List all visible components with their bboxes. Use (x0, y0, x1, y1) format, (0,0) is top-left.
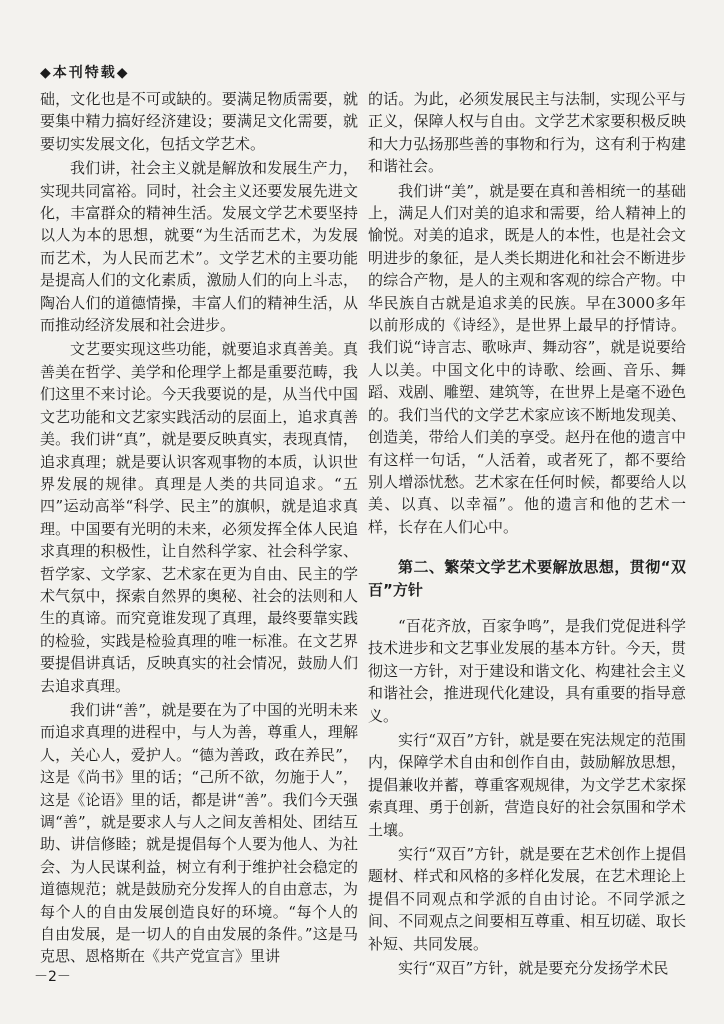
page-number: －2－ (34, 969, 71, 985)
paragraph: 我们讲“美”，就是要在真和善相统一的基础上，满足人们对美的追求和需要，给人精神上的愉悦。对美的追求，既是人的本性，也是社会文明进步的象征，是人类长期进化和社会不断进步的综合产物，是人的主观和客观的综合产物。中华民族自古就是追求美的民族。早在3000多年以前形成的《诗经》，是世界上最早的抒情诗。我们说“诗言志、歌咏声、舞动容”，就是说要给人以美。中国文化中的诗歌、绘画、音乐、舞蹈、戏剧、雕塑、建筑等，在世界上是毫不逊色的。我们当代的文学艺术家应该不断地发现美、创造美，带给人们美的享受。赵丹在他的遗言中有这样一句话，“人活着，或者死了，都不要给别人增添忧愁。艺术家在任何时候，都要给人以美、以真、以幸福”。他的遗言和他的艺术一样，长存在人们心中。 (368, 181, 686, 536)
paragraph: 实行“双百”方针，就是要在艺术创作上提倡题材、样式和风格的多样化发展，在艺术理论上提倡不同观点和学派的自由讨论。不同学派之间、不同观点之间要相互尊重、相互切磋、取长补短、共同发展。 (368, 845, 686, 953)
paragraph: 文艺要实现这些功能，就要追求真善美。真善美在哲学、美学和伦理学上都是重要范畴，我们这里不来讨论。今天我要说的是，从当代中国文艺功能和文艺家实践活动的层面上，追求真善美。我们讲“真”，就是要反映真实，表现真情，追求真理；就是要认识客观事物的本质，认识世界发展的规律。真理是人类的共同追求。“五四”运动高举“科学、民主”的旗帜，就是追求真理。中国要有光明的未来，必须发挥全体人民追求真理的积极性，让自然科学家、社会科学家、哲学家、文学家、艺术家在更为自由、民主的学术气氛中，探索自然界的奥秘、社会的法则和人生的真谛。而究竟谁发现了真理，最终要靠实践的检验，实践是检验真理的唯一标准。在文艺界要提倡讲真话，反映真实的社会情况，鼓励人们去追求真理。 (40, 340, 358, 695)
right-column (368, 88, 686, 979)
section-header: ◆本刊特载◆ (40, 65, 130, 81)
left-column (40, 88, 358, 968)
paragraph: 础，文化也是不可或缺的。要满足物质需要，就要集中精力搞好经济建设；要满足文化需要，就要切实发展文化，包括文学艺术。 (40, 90, 358, 153)
section-heading: 第二、繁荣文学艺术要解放思想，贯彻“双百”方针 (368, 558, 686, 599)
paragraph: 我们讲“善”，就是要在为了中国的光明未来而追求真理的进程中，与人为善，尊重人，理解人，关心人，爱护人。“德为善政，政在养民”，这是《尚书》里的话；“己所不欲，勿施于人”，这是《论语》里的话，都是讲“善”。我们今天强调“善”，就是要求人与人之间友善相处、团结互助、讲信修睦；就是提倡每个人要为他人、为社会、为人民谋利益，树立有利于维护社会稳定的道德规范；就是鼓励充分发挥人的自由意志，为每个人的自由发展创造良好的环境。“每个人的自由发展，是一切人的自由发展的条件。”这是马克思、恩格斯在《共产党宣言》里讲 (40, 700, 358, 966)
paragraph: 实行“双百”方针，就是要在宪法规定的范围内，保障学术自由和创作自由，鼓励解放思想，提倡兼收并蓄，尊重客观规律，为文学艺术家探索真理、勇于创新，营造良好的社会氛围和学术土壤。 (368, 730, 686, 839)
paragraph: 实行“双百”方针，就是要充分发扬学术民 (398, 959, 669, 978)
paragraph: 我们讲，社会主义就是解放和发展生产力，实现共同富裕。同时，社会主义还要发展先进文化，丰富群众的精神生活。发展文学艺术要坚持以人为本的思想，就要“为生活而艺术，为发展而艺术，为人民而艺术”。文学艺术的主要功能是提高人们的文化素质，激励人们的向上斗志，陶冶人们的道德情操，丰富人们的精神生活，从而推动经济发展和社会进步。 (40, 159, 358, 335)
paragraph: “百花齐放，百家争鸣”，是我们党促进科学技术进步和文艺事业发展的基本方针。今天，贯彻这一方针，对于建设和谐文化、构建社会主义和谐社会，推进现代化建设，具有重要的指导意义。 (368, 616, 686, 725)
paragraph: 的话。为此，必须发展民主与法制，实现公平与正义，保障人权与自由。文学艺术家要积极反映和大力弘扬那些善的事物和行为，这有利于构建和谐社会。 (368, 90, 686, 176)
